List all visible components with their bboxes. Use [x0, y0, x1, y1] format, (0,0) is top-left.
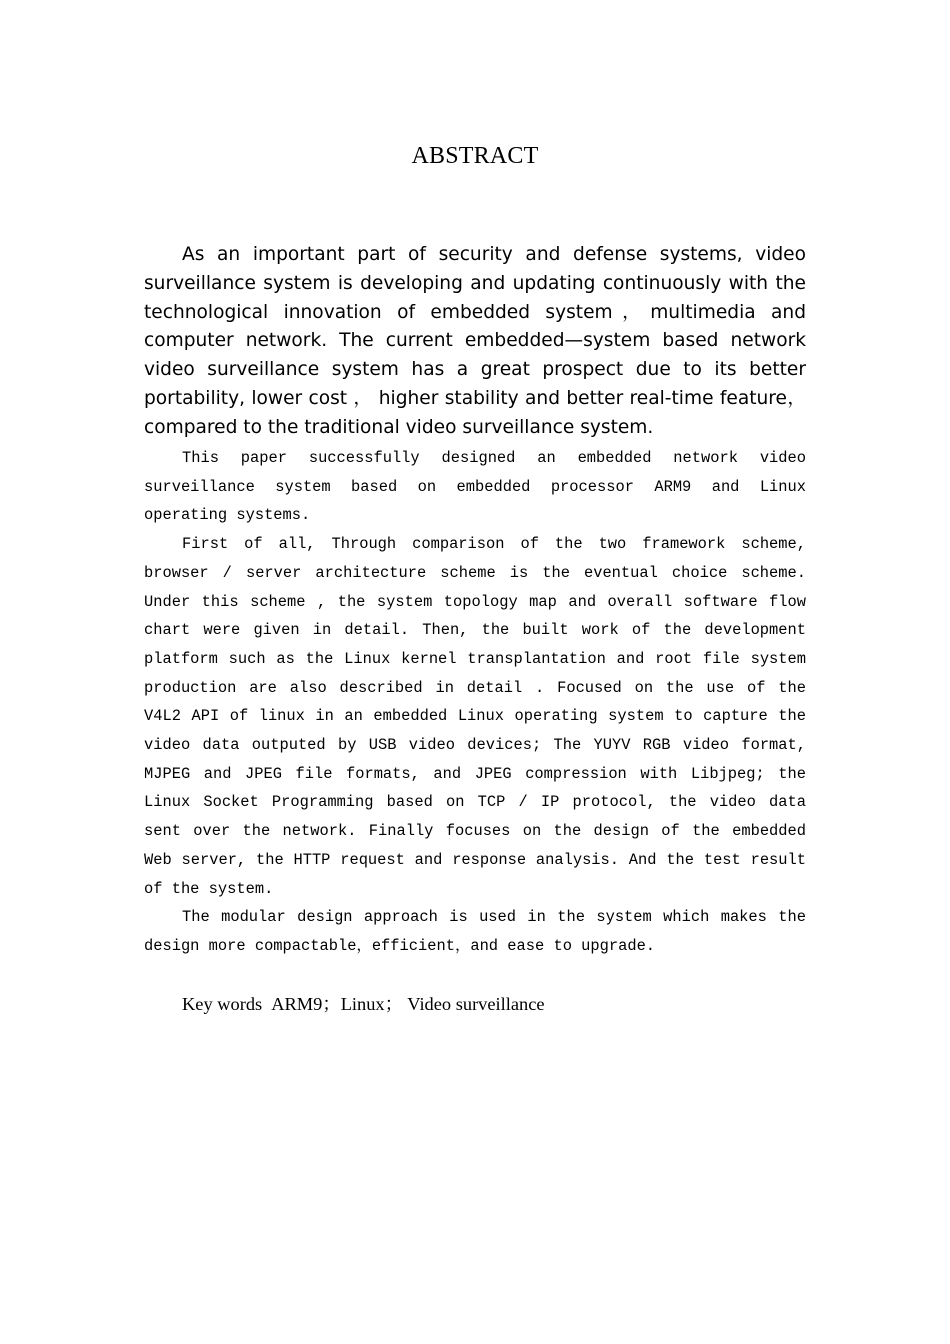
- abstract-paragraph-3: First of all, Through comparison of the two framework scheme, browser / server architecture scheme is the eventual choice scheme. Under this scheme , the system topology map and overall software flow chart were given in detail. Then, the built work of the development platform such as the Linux kernel transplantation and root file system production are also described in detail . Focused on the use of the V4L2 API of linux in an embedded Linux operating system to capture the video data outputed by USB video devices; The YUYV RGB video format, MJPEG and JPEG file formats, and JPEG compression with Libjpeg; the Linux Socket Programming based on TCP / IP protocol, the video data sent over the network. Finally focuses on the design of the embedded Web server, the HTTP request and response analysis. And the test result of the system.: [144, 535, 806, 898]
- keywords-label: Key words: [182, 994, 263, 1014]
- abstract-paragraph-1: As an important part of security and defense systems, video surveillance system is developing and updating continuously with the technological innovation of embedded system，multimedia and computer network. The current embedded—system based network video surveillance system has a great prospect due to its better portability, lower cost ， higher stability and better real-time feature，compared to the traditional video surveillance system.: [144, 244, 806, 438]
- abstract-details-block: [144, 444, 806, 961]
- keywords-line: [182, 990, 545, 1018]
- abstract-title: ABSTRACT: [411, 143, 539, 169]
- abstract-paragraph-4: The modular design approach is used in the system which makes the design more compactable，efficient，and ease to upgrade.: [144, 908, 806, 955]
- keywords-values: ARM9；Linux； Video surveillance: [271, 994, 545, 1014]
- abstract-intro-block: [144, 241, 806, 443]
- abstract-paragraph-2: This paper successfully designed an embedded network video surveillance system based on embedded processor ARM9 and Linux operating systems.: [144, 449, 806, 525]
